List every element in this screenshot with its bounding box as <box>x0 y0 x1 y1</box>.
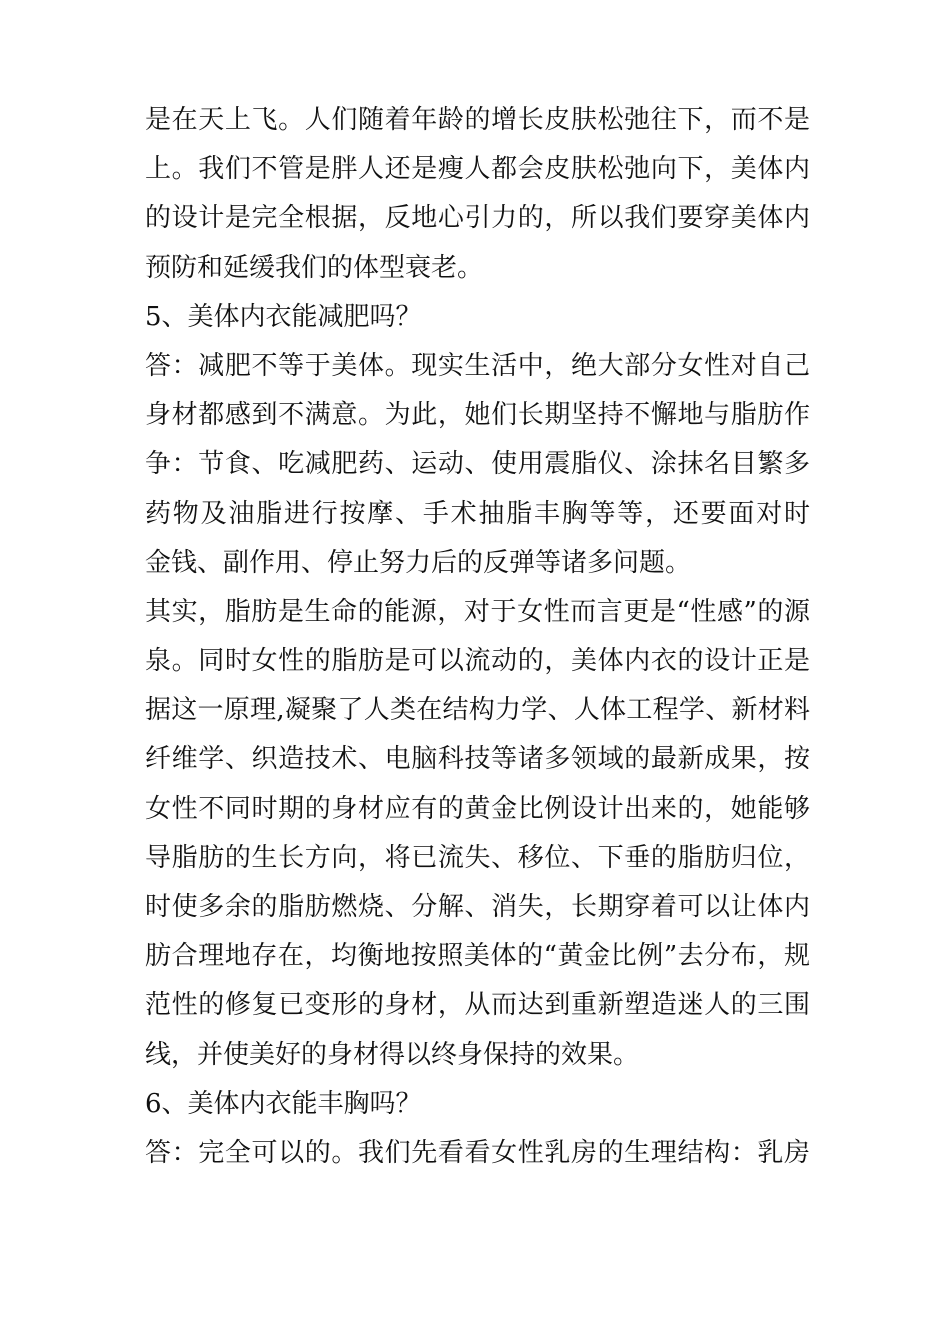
text-line-10: 金钱、副作用、停止努力后的反弹等诸多问题。 <box>145 547 692 578</box>
question-heading-6: 6、美体内衣能丰胸吗？ <box>145 1088 422 1119</box>
text-line-11: 其实，脂肪是生命的能源，对于女性而言更是“性感”的源 <box>145 596 810 627</box>
text-line-12: 泉。同时女性的脂肪是可以流动的，美体内衣的设计正是 <box>145 646 810 677</box>
text-line-8: 争：节食、吃减肥药、运动、使用震脂仪、涂抹名目繁多 <box>145 449 810 480</box>
text-line-17: 时使多余的脂肪燃烧、分解、消失，长期穿着可以让体内 <box>145 892 810 922</box>
text-line-18: 肪合理地存在，均衡地按照美体的“黄金比例”去分布，规 <box>145 941 810 972</box>
text-line-14: 纤维学、织造技术、电脑科技等诸多领域的最新成果，按 <box>145 744 810 775</box>
text-line-19: 范性的修复已变形的身材，从而达到重新塑造迷人的三围 <box>145 990 810 1021</box>
text-line-1: 是在天上飞。人们随着年龄的增长皮肤松弛往下，而不是 <box>145 105 810 135</box>
text-line-3: 的设计是完全根据，反地心引力的，所以我们要穿美体内 <box>145 203 810 234</box>
document-body <box>145 96 810 1178</box>
text-line-4: 预防和延缓我们的体型衰老。 <box>145 252 484 283</box>
text-line-9: 药物及油脂进行按摩、手术抽脂丰胸等等，还要面对时 <box>145 498 810 529</box>
text-line-13: 据这一原理,凝聚了人类在结构力学、人体工程学、新材料 <box>145 695 810 726</box>
text-line-22: 答：完全可以的。我们先看看女性乳房的生理结构：乳房 <box>145 1137 810 1168</box>
text-line-20: 线，并使美好的身材得以终身保持的效果。 <box>145 1039 640 1070</box>
text-line-6: 答：减肥不等于美体。现实生活中，绝大部分女性对自己 <box>145 350 810 381</box>
text-line-7: 身材都感到不满意。为此，她们长期坚持不懈地与脂肪作 <box>145 400 810 431</box>
question-heading-5: 5、美体内衣能减肥吗？ <box>145 301 422 332</box>
text-line-16: 导脂肪的生长方向，将已流失、移位、下垂的脂肪归位， <box>145 842 810 873</box>
text-line-15: 女性不同时期的身材应有的黄金比例设计出来的，她能够 <box>145 793 810 824</box>
text-line-2: 上。我们不管是胖人还是瘦人都会皮肤松弛向下，美体内 <box>145 154 810 185</box>
